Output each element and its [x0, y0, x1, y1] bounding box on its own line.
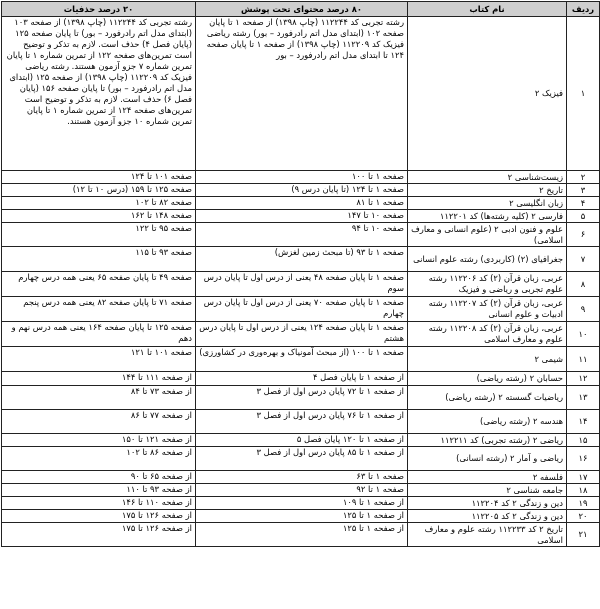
row-idx: ۲ [567, 171, 600, 184]
row-included: صفحه ۱ تا ۹۲ [196, 484, 408, 497]
table-row [2, 523, 600, 547]
row-book: عربی، زبان قرآن (۲) کد ۱۱۲۲۰۷ رشته ادبیات و علوم انسانی [408, 297, 567, 322]
row-idx: ۷ [567, 247, 600, 272]
row-idx: ۱۹ [567, 497, 600, 510]
row-removed: صفحه ۴۹ تا پایان صفحه ۶۵ یعنی همه درس چهارم [2, 272, 196, 297]
row-idx: ۱۷ [567, 471, 600, 484]
row-removed: از صفحه ۸۶ تا ۱۰۲ [2, 447, 196, 471]
row-idx: ۱۶ [567, 447, 600, 471]
header-included: ۸۰ درصد محتوای تحت پوشش [196, 2, 408, 17]
row-removed: از صفحه ۱۱۱ تا ۱۴۴ [2, 372, 196, 386]
row-included: از صفحه ۱ تا ۱۲۰ پایان فصل ۵ [196, 434, 408, 447]
row-book: جامعه شناسی ۲ [408, 484, 567, 497]
table-row [2, 223, 600, 247]
row-removed: از صفحه ۱۱۰ تا ۱۴۶ [2, 497, 196, 510]
row-included: رشته تجربی کد ۱۱۲۲۴۴ (چاپ ۱۳۹۸) از صفحه ۱ تا پایان صفحه ۱۰۲ (ابتدای مدل اتم رادرفورد – بور) رشته ریاضی فیزیک کد ۱۱۲۲۰۹ (چاپ ۱۳۹۸) از صفحه ۱ تا پایان صفحه ۱۲۴ تا ابتدای مدل اتم رادرفورد – بور [196, 17, 408, 171]
row-included: از صفحه ۱ تا ۸۵ پایان درس اول از فصل ۳ [196, 447, 408, 471]
row-idx: ۱ [567, 17, 600, 171]
row-removed: از صفحه ۷۷ تا ۸۶ [2, 410, 196, 434]
table-row [2, 510, 600, 523]
row-book: فارسی ۲ (کلیه رشته‌ها) کد ۱۱۲۲۰۱ [408, 210, 567, 223]
row-included: صفحه ۱ تا ۱۲۴ (تا پایان درس ۹) [196, 184, 408, 197]
row-included: صفحه ۱ تا پایان صفحه ۴۸ یعنی از درس اول تا پایان درس سوم [196, 272, 408, 297]
row-included: صفحه ۱ تا ۹۳ (تا مبحث زمین لغزش) [196, 247, 408, 272]
table-row [2, 184, 600, 197]
row-book: زیست‌شناسی ۲ [408, 171, 567, 184]
table-row [2, 247, 600, 272]
row-book: جغرافیای (۲) (کاربردی) رشته علوم انسانی [408, 247, 567, 272]
row-included: از صفحه ۱ تا ۱۰۹ [196, 497, 408, 510]
row-idx: ۲۰ [567, 510, 600, 523]
row-idx: ۱۳ [567, 386, 600, 410]
row-included: صفحه ۱ تا ۱۰۰ (از مبحث آمونیاک و بهره‌وری در کشاورزی) [196, 347, 408, 372]
row-idx: ۹ [567, 297, 600, 322]
row-idx: ۸ [567, 272, 600, 297]
row-removed: صفحه ۱۴۸ تا ۱۶۲ [2, 210, 196, 223]
row-book: عربی، زبان قرآن (۲) کد ۱۱۲۲۰۸ رشته علوم و معارف اسلامی [408, 322, 567, 347]
row-included: صفحه ۱۰ تا ۱۴۷ [196, 210, 408, 223]
row-book: دین و زندگی ۲ کد ۱۱۲۲۰۴ [408, 497, 567, 510]
row-book: ریاضی و آمار ۲ (رشته انسانی) [408, 447, 567, 471]
row-included: صفحه ۱ تا ۶۳ [196, 471, 408, 484]
row-idx: ۵ [567, 210, 600, 223]
row-removed: از صفحه ۱۲۶ تا ۱۷۵ [2, 523, 196, 547]
row-book: فلسفه ۲ [408, 471, 567, 484]
row-removed: از صفحه ۶۵ تا ۹۰ [2, 471, 196, 484]
table-row [2, 347, 600, 372]
row-removed: صفحه ۱۲۵ تا ۱۵۹ (درس ۱۰ تا ۱۲) [2, 184, 196, 197]
table-row [2, 471, 600, 484]
table-header-row [2, 2, 600, 17]
table-row [2, 17, 600, 171]
row-book: تاریخ ۲ [408, 184, 567, 197]
table-row [2, 434, 600, 447]
row-book: دین و زندگی ۲ کد ۱۱۲۲۰۵ [408, 510, 567, 523]
row-included: صفحه ۱ تا پایان صفحه ۷۰ یعنی از درس اول تا پایان درس چهارم [196, 297, 408, 322]
row-removed: صفحه ۹۳ تا ۱۱۵ [2, 247, 196, 272]
row-idx: ۱۲ [567, 372, 600, 386]
row-removed: صفحه ۱۲۵ تا پایان صفحه ۱۶۴ یعنی همه درس نهم و دهم [2, 322, 196, 347]
row-idx: ۶ [567, 223, 600, 247]
table-row [2, 322, 600, 347]
row-book: ریاضی ۲ (رشته تجربی) کد ۱۱۲۲۱۱ [408, 434, 567, 447]
row-book: علوم و فنون ادبی ۲ (علوم انسانی و معارف اسلامی) [408, 223, 567, 247]
row-removed: صفحه ۹۵ تا ۱۲۲ [2, 223, 196, 247]
row-book: شیمی ۲ [408, 347, 567, 372]
table-row [2, 497, 600, 510]
row-included: از صفحه ۱ تا ۷۶ پایان درس اول از فصل ۳ [196, 410, 408, 434]
row-included: صفحه ۱۰ تا ۹۴ [196, 223, 408, 247]
row-idx: ۱۱ [567, 347, 600, 372]
row-book: فیزیک ۲ [408, 17, 567, 171]
row-included: صفحه ۱ تا ۸۱ [196, 197, 408, 210]
table-row [2, 171, 600, 184]
table-row [2, 484, 600, 497]
row-idx: ۱۰ [567, 322, 600, 347]
header-removed: ۲۰ درصد حذفیات [2, 2, 196, 17]
row-idx: ۳ [567, 184, 600, 197]
row-removed: از صفحه ۷۳ تا ۸۴ [2, 386, 196, 410]
table-body [2, 17, 600, 547]
row-removed: صفحه ۱۰۱ تا ۱۲۴ [2, 171, 196, 184]
row-included: صفحه ۱ تا پایان صفحه ۱۲۴ یعنی از درس اول تا پایان درس هشتم [196, 322, 408, 347]
row-removed: از صفحه ۹۳ تا ۱۱۰ [2, 484, 196, 497]
header-book: نام کتاب [408, 2, 567, 17]
row-book: هندسه ۲ (رشته ریاضی) [408, 410, 567, 434]
table-row [2, 447, 600, 471]
row-removed: رشته تجربی کد ۱۱۲۲۴۴ (چاپ ۱۳۹۸) از صفحه ۱۰۳ (ابتدای مدل اتم رادرفورد – بور) تا پایان صفحه ۱۲۵ (پایان فصل ۴) حذف است. لازم به تذکر و توضیح است تمرین‌های صفحه ۱۲۲ از تمرین شماره ۱ تا پایان تمرین شماره ۷ جزو آزمون هستند. رشته ریاضی فیزیک کد ۱۱۲۲۰۹ (چاپ ۱۳۹۸) از صفحه ۱۲۵ (ابتدای مدل اتم رادرفورد – بور) تا پایان صفحه ۱۵۶ (پایان فصل ۶) حذف است. لازم به تذکر و توضیح است تمرین‌های صفحه ۱۲۴ از تمرین شماره ۱ تا پایان تمرین شماره ۱۰ جزو آزمون هستند. [2, 17, 196, 171]
row-removed: از صفحه ۱۲۱ تا ۱۵۰ [2, 434, 196, 447]
table-row [2, 197, 600, 210]
row-idx: ۲۱ [567, 523, 600, 547]
coverage-table [1, 1, 600, 547]
row-removed: صفحه ۸۲ تا ۱۰۲ [2, 197, 196, 210]
table-row [2, 410, 600, 434]
table-row [2, 210, 600, 223]
row-removed: صفحه ۱۰۱ تا ۱۲۱ [2, 347, 196, 372]
row-book: تاریخ ۲ کد ۱۱۲۲۳۳ رشته علوم و معارف اسلامی [408, 523, 567, 547]
row-idx: ۱۸ [567, 484, 600, 497]
row-included: از صفحه ۱ تا پایان فصل ۴ [196, 372, 408, 386]
row-idx: ۱۴ [567, 410, 600, 434]
row-idx: ۱۵ [567, 434, 600, 447]
row-book: عربی، زبان قرآن (۲) کد ۱۱۲۲۰۶ رشته علوم تجربی و ریاضی و فیزیک [408, 272, 567, 297]
header-idx: ردیف [567, 2, 600, 17]
row-book: حسابان ۲ (رشته ریاضی) [408, 372, 567, 386]
table-row [2, 386, 600, 410]
row-removed: از صفحه ۱۲۶ تا ۱۷۵ [2, 510, 196, 523]
table-row [2, 272, 600, 297]
table-row [2, 372, 600, 386]
row-included: از صفحه ۱ تا ۷۲ پایان درس اول از فصل ۳ [196, 386, 408, 410]
row-included: از صفحه ۱ تا ۱۲۵ [196, 510, 408, 523]
table-row [2, 297, 600, 322]
row-book: زبان انگلیسی ۲ [408, 197, 567, 210]
row-removed: صفحه ۷۱ تا پایان صفحه ۸۲ یعنی همه درس پنجم [2, 297, 196, 322]
row-idx: ۴ [567, 197, 600, 210]
row-included: صفحه ۱ تا ۱۰۰ [196, 171, 408, 184]
row-included: از صفحه ۱ تا ۱۲۵ [196, 523, 408, 547]
row-book: ریاضیات گسسته ۲ (رشته ریاضی) [408, 386, 567, 410]
